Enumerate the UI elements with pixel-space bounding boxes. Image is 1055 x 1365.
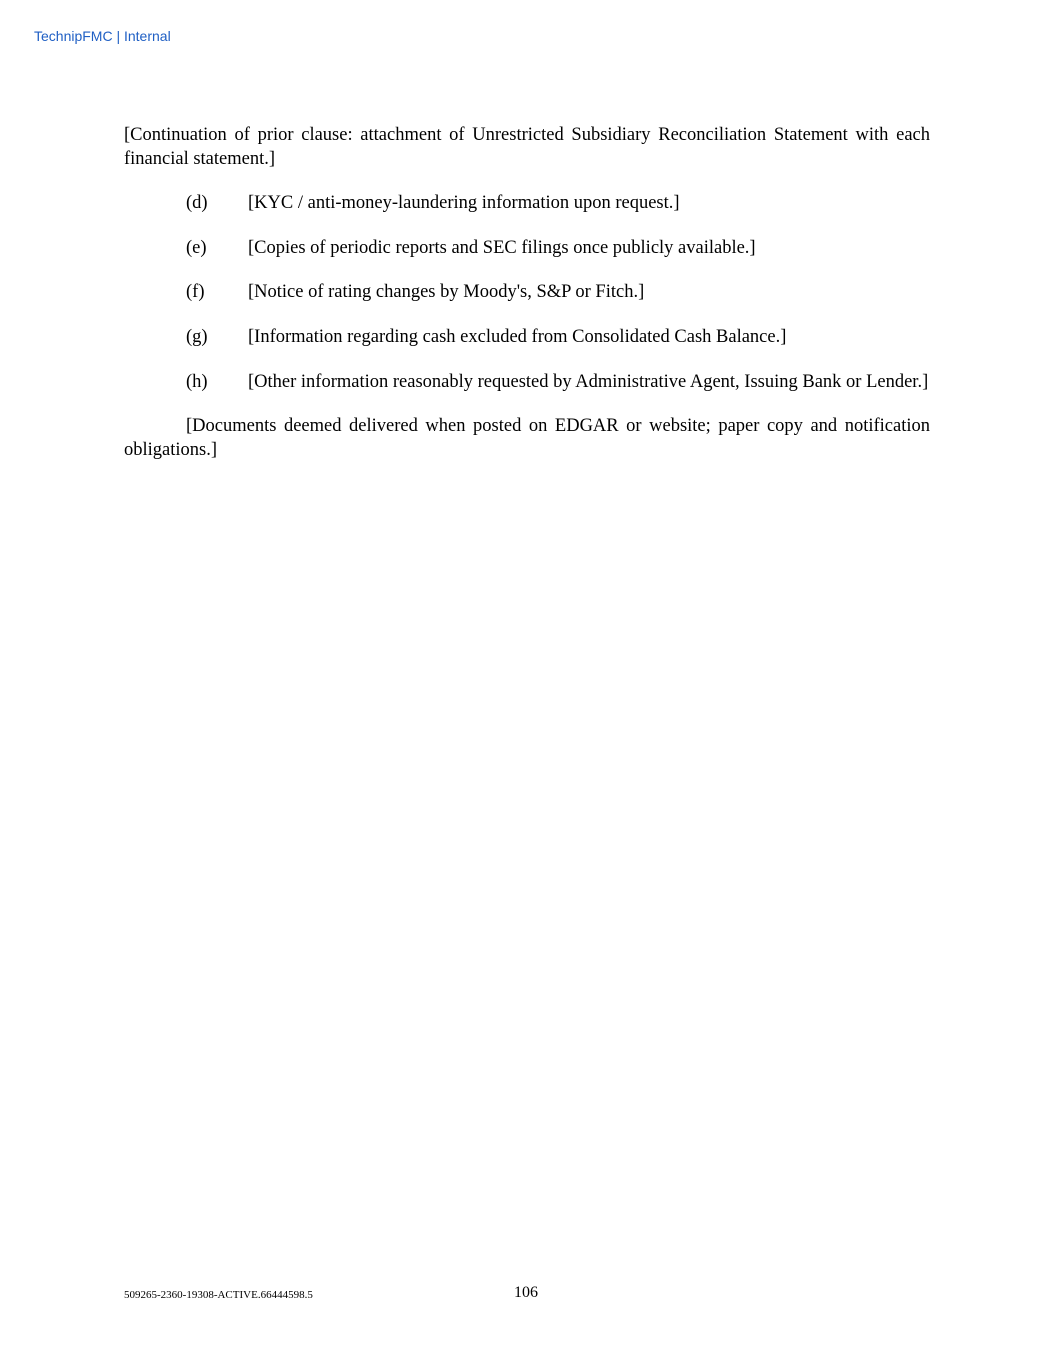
clause-f: (f) [Notice of rating changes by Moody's, S&P or Fitch.]: [186, 282, 645, 303]
paragraph-documents-delivery: [Documents deemed delivered when posted on EDGAR or website; paper copy and notification obligations.]: [124, 416, 930, 460]
clause-g: (g) [Information regarding cash excluded from Consolidated Cash Balance.]: [186, 326, 787, 347]
paragraph-continuation: [Continuation of prior clause: attachment of Unrestricted Subsidiary Reconciliation Statement with each financial statement.]: [124, 125, 930, 169]
footer-document-id: 509265-2360-19308-ACTIVE.66444598.5: [124, 1289, 313, 1301]
clause-e: (e) [Copies of periodic reports and SEC filings once publicly available.]: [186, 237, 756, 258]
document-body: [124, 124, 930, 483]
clause-d: (d) [KYC / anti-money-laundering information upon request.]: [186, 193, 680, 214]
page-number: 106: [514, 1284, 538, 1301]
clause-h: (h) [Other information reasonably requested by Administrative Agent, Issuing Bank or Lender.]: [186, 371, 929, 392]
classification-label: TechnipFMC | Internal: [34, 28, 171, 44]
